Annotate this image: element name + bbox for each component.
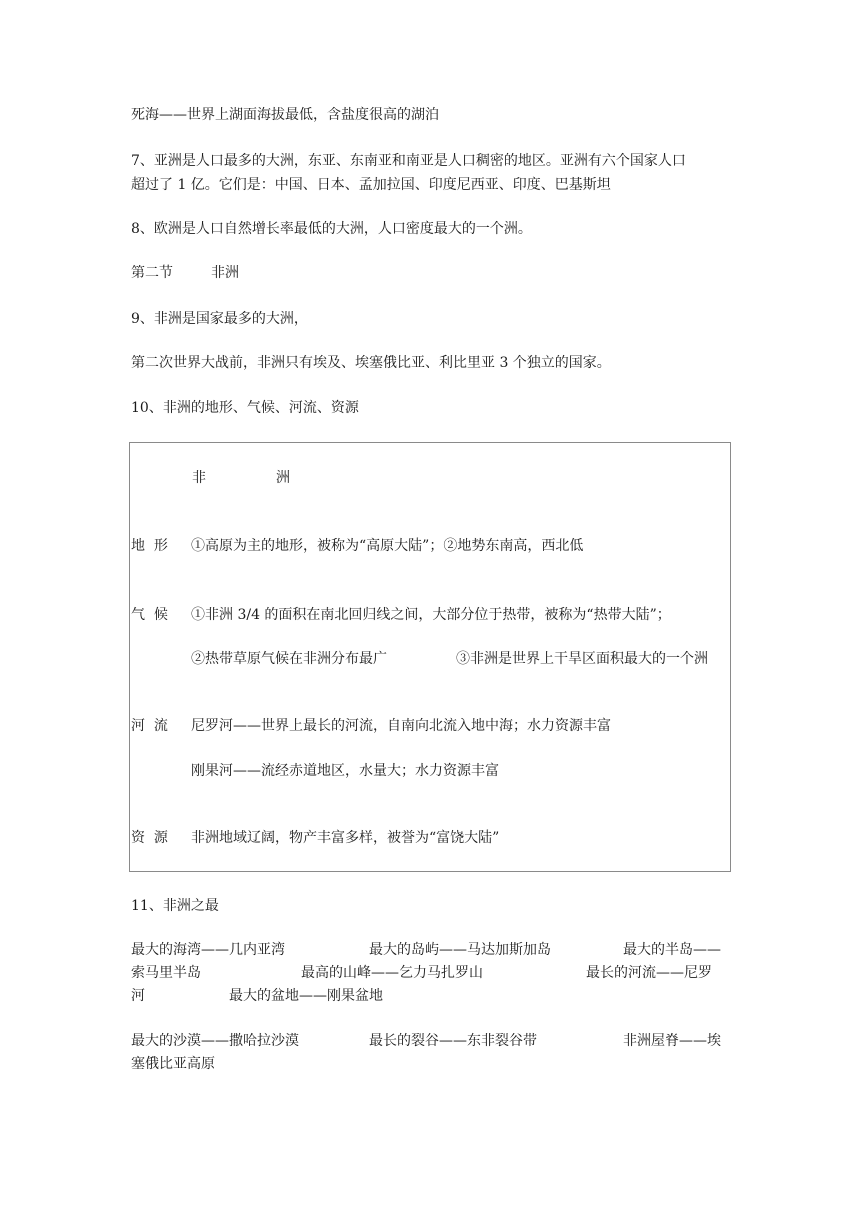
river-text-2: 刚果河——流经赤道地区，水量大；水力资源丰富 (191, 763, 499, 779)
record-mountain: 最高的山峰——乞力马扎罗山 (301, 965, 483, 981)
climate-text-2a: ②热带草原气候在非洲分布最广 (191, 651, 387, 667)
record-river-a: 最长的河流——尼罗 (586, 965, 712, 981)
record-peninsula-a: 最大的半岛—— (623, 942, 721, 958)
terrain-label: 地 形 (131, 538, 168, 554)
section-number: 第二节 (131, 265, 173, 281)
table-header-left: 非 (192, 470, 206, 486)
paragraph-7-line-2: 超过了 1 亿。它们是：中国、日本、孟加拉国、印度尼西亚、印度、巴基斯坦 (131, 177, 611, 193)
paragraph-9b: 第二次世界大战前，非洲只有埃及、埃塞俄比亚、利比里亚 3 个独立的国家。 (131, 355, 611, 371)
table-header-right: 洲 (276, 470, 290, 486)
dead-sea-line: 死海——世界上湖面海拔最低，含盐度很高的湖泊 (131, 107, 439, 123)
record-river-b: 河 (131, 988, 145, 1004)
paragraph-7-line-1: 7、亚洲是人口最多的大洲，东亚、东南亚和南亚是人口稠密的地区。亚洲有六个国家人口 (131, 153, 686, 169)
africa-table (129, 442, 731, 872)
section-heading (131, 262, 731, 284)
paragraph-8: 8、欧洲是人口自然增长率最低的大洲，人口密度最大的一个洲。 (131, 221, 532, 237)
record-peninsula-b: 索马里半岛 (131, 965, 201, 981)
river-text-1: 尼罗河——世界上最长的河流，自南向北流入地中海；水力资源丰富 (191, 718, 611, 734)
record-gulf: 最大的海湾——几内亚湾 (131, 942, 285, 958)
record-rift: 最长的裂谷——东非裂谷带 (369, 1033, 537, 1049)
record-roof-b: 塞俄比亚高原 (131, 1056, 215, 1072)
record-roof-a: 非洲屋脊——埃 (623, 1033, 721, 1049)
paragraph-11: 11、非洲之最 (131, 898, 219, 914)
record-basin: 最大的盆地——刚果盆地 (229, 988, 383, 1004)
resource-label: 资 源 (131, 830, 168, 846)
paragraph-9: 9、非洲是国家最多的大洲， (131, 311, 308, 327)
paragraph-10: 10、非洲的地形、气候、河流、资源 (131, 400, 359, 416)
climate-text-1: ①非洲 3/4 的面积在南北回归线之间，大部分位于热带，被称为“热带大陆”； (191, 607, 671, 623)
river-label: 河 流 (131, 718, 168, 734)
terrain-text: ①高原为主的地形，被称为“高原大陆”；②地势东南高，西北低 (191, 538, 584, 554)
record-desert: 最大的沙漠——撒哈拉沙漠 (131, 1033, 299, 1049)
climate-text-2b: ③非洲是世界上干旱区面积最大的一个洲 (456, 651, 708, 667)
record-island: 最大的岛屿——马达加斯加岛 (369, 942, 551, 958)
resource-text: 非洲地域辽阔，物产丰富多样，被誉为“富饶大陆” (191, 830, 500, 846)
climate-label: 气 候 (131, 607, 168, 623)
section-title: 非洲 (211, 265, 239, 281)
